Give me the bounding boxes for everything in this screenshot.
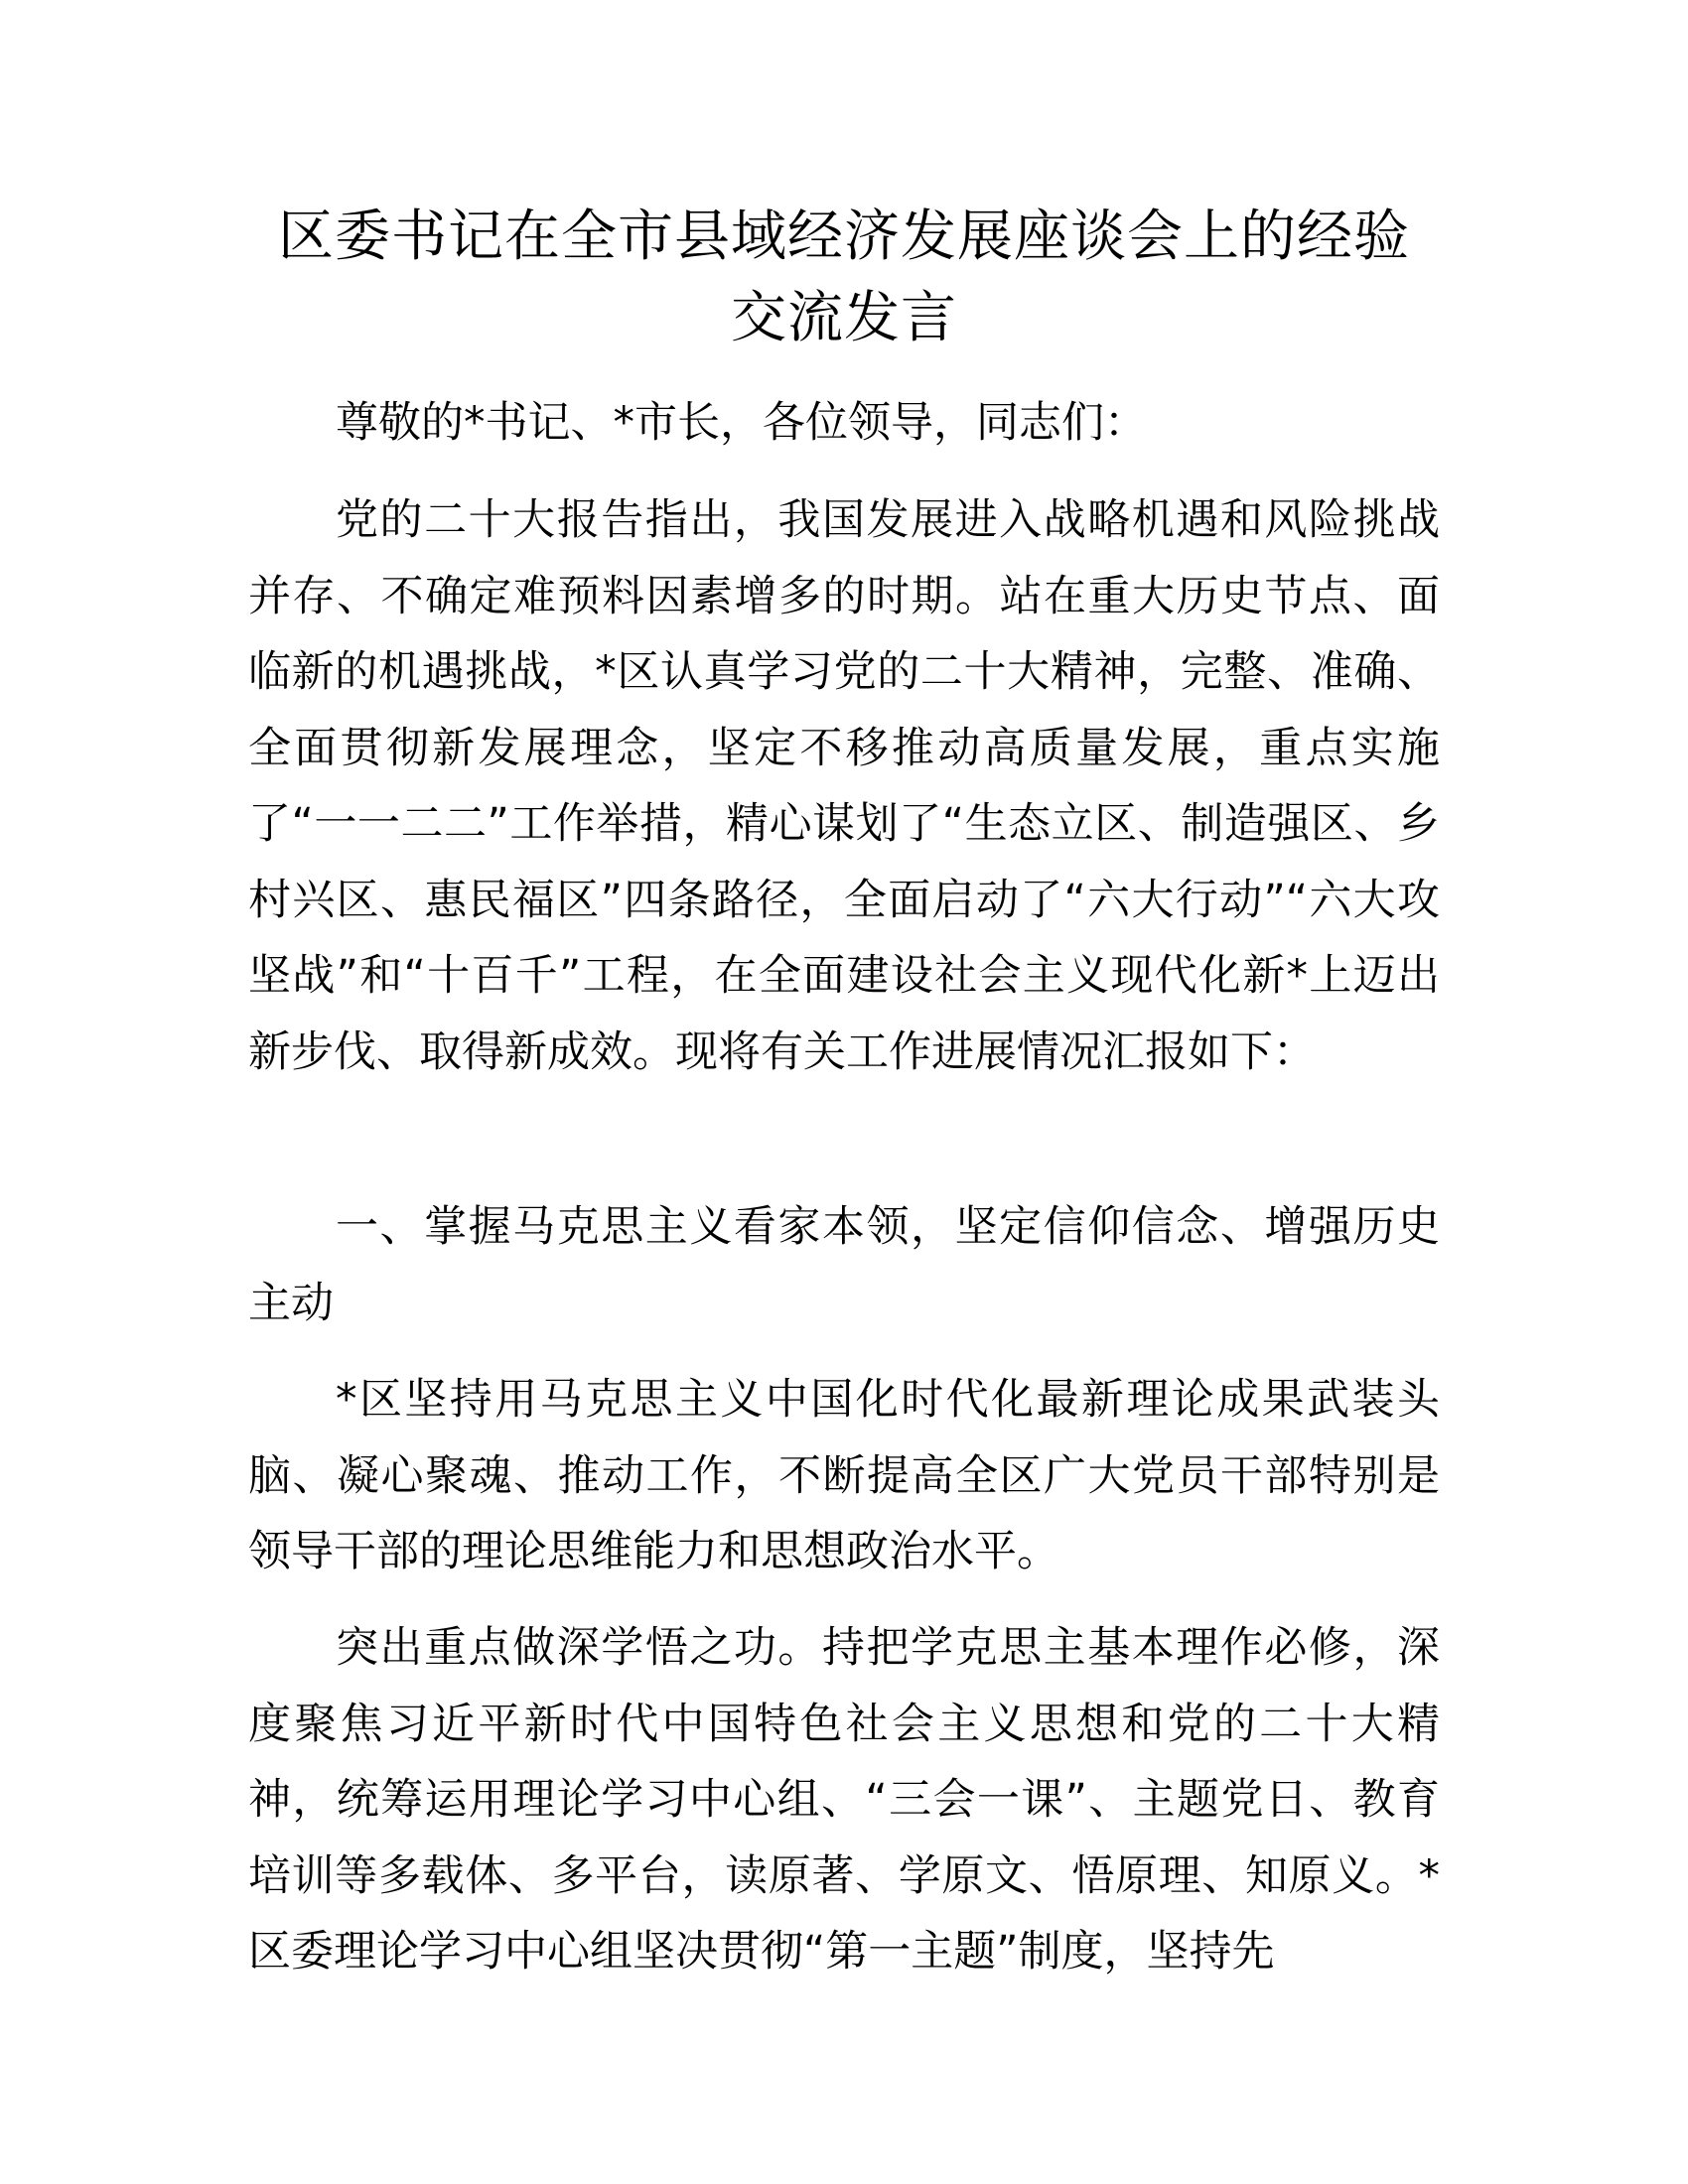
paragraph-section-1: *区坚持用马克思主义中国化时代化最新理论成果武装头脑、凝心聚魂、推动工作，不断提高全区广大党员干部特别是领导干部的理论思维能力和思想政治水平。 — [248, 1375, 1440, 1576]
document-title-line-1: 区委书记在全市县域经济发展座谈会上的经验 — [278, 205, 1410, 269]
paragraph-intro: 党的二十大报告指出，我国发展进入战略机遇和风险挑战并存、不确定难预料因素增多的时期。站在重大历史节点、面临新的机遇挑战，*区认真学习党的二十大精神，完整、准确、全面贯彻新发展理念，坚定不移推动高质量发展，重点实施了“一一二二”工作举措，精心谋划了“生态立区、制造强区、乡村兴区、惠民福区”四条路径，全面启动了“六大行动”“六大攻坚战”和“十百千”工程，在全面建设社会主义现代化新*上迈出新步伐、取得新成效。现将有关工作进展情况汇报如下： — [248, 495, 1440, 1077]
paragraph-study: 突出重点做深学悟之功。持把学克思主基本理作必修，深度聚焦习近平新时代中国特色社会主义思想和党的二十大精神，统筹运用理论学习中心组、“三会一课”、主题党日、教育培训等多载体、多平台，读原著、学原文、悟原理、知原义。*区委理论学习中心组坚决贯彻“第一主题”制度，坚持先 — [248, 1623, 1440, 1977]
salutation: 尊敬的*书记、*市长，各位领导，同志们： — [336, 398, 1147, 448]
section-heading-1: 一、掌握马克思主义看家本领，坚定信仰信念、增强历史主动 — [248, 1202, 1440, 1328]
document-title-line-2: 交流发言 — [731, 286, 957, 350]
